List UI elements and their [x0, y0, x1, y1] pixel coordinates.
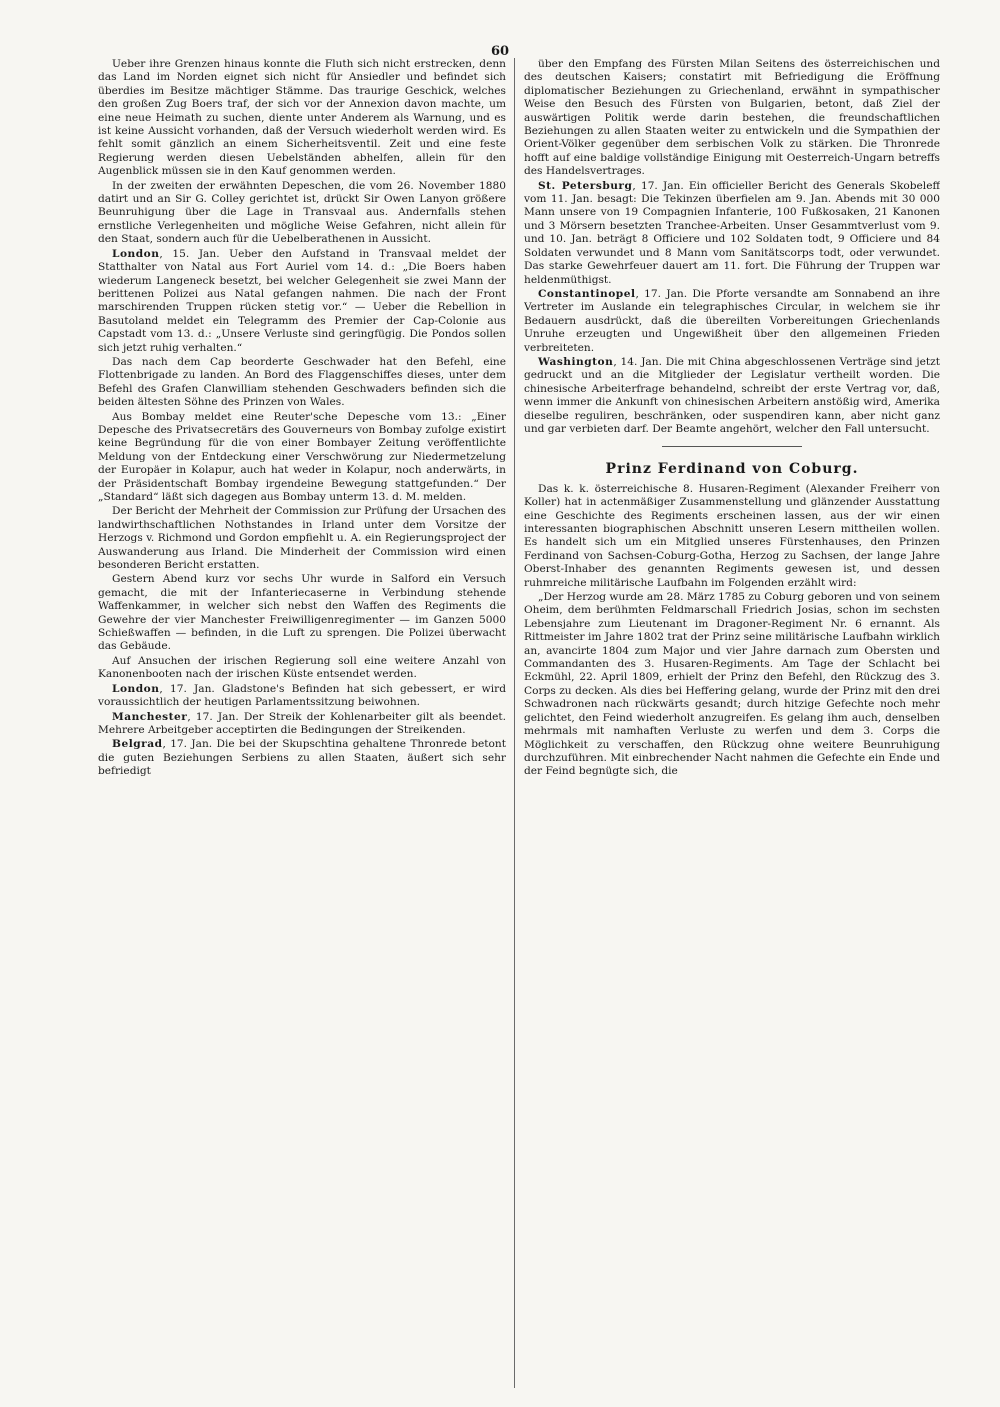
article-dateline: Constantinopel: [538, 287, 636, 300]
article-dateline: London: [112, 247, 160, 260]
section-body: [524, 483, 940, 779]
article-text: Gestern Abend kurz vor sechs Uhr wurde in Salford ein Versuch gemacht, die mit der Infanteriecaserne in Verbindung stehende Waffenkammer, in welcher sich nebst den Waffen des Regiments die Gewehre der vier Manchester Freiwilligenregimenter — im Ganzen 5000 Schießwaffen — befinden, in die Luft zu sprengen. Die Polizei überwacht das Gebäude.: [98, 573, 506, 653]
section-paragraph: „Der Herzog wurde am 28. März 1785 zu Coburg geboren und von seinem Oheim, dem berühmten Feldmarschall Friedrich Josias, schon im sechsten Lebensjahre zum Lieutenant im Dragoner-Regiment Nr. 6 ernannt. Als Rittmeister im Jahre 1802 trat der Prinz seine militärische Laufbahn wirklich an, avancirte 1804 zum Major und vier Jahre darnach zum Obersten und Commandanten des 3. Husaren-Regiments. Am Tage der Schlacht bei Eckmühl, 22. April 1809, erhielt der Prinz den Befehl, den Rückzug des 3. Corps zu decken. Als dies bei Heffering gelang, wurde der Prinz mit den drei Schwadronen nach rückwärts gesandt; durch hitzige Gefechte noch mehr gelichtet, den Feind wiederholt anzugreifen. Es gelang ihm auch, denselben mehrmals mit namhaften Verluste zu werfen und dem 3. Corps die Möglichkeit zu verschaffen, den Rückzug ohne weitere Beunruhigung durchzuführen. Mit einbrechender Nacht nahmen die Gefechte ein Ende und der Feind begnügte sich, die: [524, 591, 940, 778]
article-paragraph: [98, 505, 506, 572]
section-paragraph: Das k. k. österreichische 8. Husaren-Regiment (Alexander Freiherr von Koller) hat in actenmäßiger Zusammenstellung und glänzender Ausstattung eine Geschichte des Regiments erscheinen lassen, aus der wir einen interessanten biographischen Abschnitt unseren Lesern mittheilen wollen. Es handelt sich um ein Mitglied unseres Fürstenhauses, den Prinzen Ferdinand von Sachsen-Coburg-Gotha, Herzog zu Sachsen, der lange Jahre Oberst-Inhaber des genannten Regiments gewesen ist, und dessen ruhmreiche militärische Laufbahn im Folgenden erzählt wird:: [524, 482, 940, 589]
article-dateline: St. Petersburg: [538, 179, 633, 192]
left-column: [98, 58, 506, 1388]
article-paragraph: [98, 683, 506, 710]
right-column-news: [524, 58, 940, 436]
article-text: , 17. Jan. Gladstone's Befinden hat sich gebessert, er wird voraussichtlich der heutigen Parlamentssitzung beiwohnen.: [98, 682, 506, 709]
article-paragraph: [98, 411, 506, 505]
article-text: über den Empfang des Fürsten Milan Seitens des österreichischen und des deutschen Kaisers; constatirt mit Befriedigung die Eröffnung diplomatischer Beziehungen zu Griechenland, erwähnt in sympathischer Weise den Besuch des Fürsten von Bulgarien, betont, daß Ziel der auswärtigen Politik werde darin bestehen, die freundschaftlichen Beziehungen zu allen Staaten weiter zu entwickeln und die Sympathien der Orient-Völker gegenüber dem serbischen Volk zu stärken. Die Thronrede hofft auf eine baldige vollständige Einigung mit Oesterreich-Ungarn betreffs des Handelsvertrages.: [524, 58, 940, 178]
article-paragraph: [98, 573, 506, 653]
right-column: [524, 58, 940, 1388]
article-dateline: Manchester: [112, 710, 188, 723]
article-text: Ueber ihre Grenzen hinaus konnte die Fluth sich nicht erstrecken, denn das Land im Norden eignet sich nicht für Ansiedler und befindet sich überdies im Besitze mächtiger Stämme. Das traurige Geschick, welches den großen Zug Boers traf, der sich vor der Annexion davon machte, um eine neue Heimath zu suchen, diente unter Anderem als Warnung, und es ist keine Aussicht vorhanden, daß der Versuch wiederholt werden wird. Es fehlt somit gänzlich an einem Sicherheitsventil. Zeit und eine feste Regierung werden diesen Uebelständen abhelfen, allein für den Augenblick müssen sie in den Kauf genommen werden.: [98, 58, 506, 178]
article-dateline: Belgrad: [112, 738, 163, 751]
article-text: Auf Ansuchen der irischen Regierung soll eine weitere Anzahl von Kanonenbooten nach der irischen Küste entsendet werden.: [98, 654, 506, 681]
article-text: , 17. Jan. Der Streik der Kohlenarbeiter gilt als beendet. Mehrere Arbeitgeber acceptirten die Bedingungen der Streikenden.: [98, 710, 506, 736]
article-dateline: Washington: [538, 355, 614, 368]
article-paragraph: [524, 288, 940, 355]
article-paragraph: [98, 58, 506, 179]
article-paragraph: [98, 248, 506, 355]
section-title: Prinz Ferdinand von Coburg.: [605, 461, 859, 478]
article-paragraph: [524, 356, 940, 436]
article-text: , 17. Jan. Ein officieller Bericht des Generals Skobeleff vom 11. Jan. besagt: Die Tekinzen überfielen am 9. Jan. Abends mit 30 000 Mann unsere von 19 Compagnien Infanterie, 100 Fußkosaken, 21 Kanonen und 3 Mörsern besetzten Tranchee-Arbeiten. Unser Gesammtverlust vom 9. und 10. Jan. beträgt 8 Officiere und 102 Soldaten todt, 9 Officiere und 84 Soldaten verwundet und 8 Mann vom Sanitätscorps todt, oder verwundet. Das starke Gewehrfeuer dauert am 11. fort. Die Führung der Truppen war heldenmüthigst.: [524, 179, 940, 286]
article-paragraph: [98, 655, 506, 682]
article-paragraph: [98, 180, 506, 247]
article-text: , 15. Jan. Ueber den Aufstand in Transvaal meldet der Statthalter von Natal aus Fort Auriel vom 14. d.: „Die Boers haben wiederum Langeneck besetzt, bei welcher Gelegenheit sie zwei Mann der berittenen Polizei aus Natal gefangen nahmen. Die nach der Front marschirenden Truppen rücken stetig vor.“ — Ueber die Rebellion in Basutoland meldet ein Telegramm des Premier der Cap-Colonie aus Capstadt vom 13. d.: „Unsere Verluste sind geringfügig. Die Pondos sollen sich jetzt ruhig verhalten.“: [98, 247, 506, 354]
article-text: In der zweiten der erwähnten Depeschen, die vom 26. November 1880 datirt und an Sir G. Colley gerichtet ist, drückt Sir Owen Lanyon größere Beunruhigung über die Lage in Transvaal aus. Andernfalls stehen ernstliche Verlegenheiten und mögliche Weise Gefahren, nicht allein für den Staat, sondern auch für die Uebelberathenen in Aussicht.: [98, 179, 506, 246]
article-text: , 17. Jan. Die bei der Skupschtina gehaltene Thronrede betont die guten Beziehungen Serbiens zu allen Staaten, äußert sich sehr befriedigt: [98, 738, 506, 778]
article-paragraph: [98, 711, 506, 738]
article-text: , 14. Jan. Die mit China abgeschlossenen Verträge sind jetzt gedruckt und an die Mitglieder der Legislatur vertheilt worden. Die chinesische Arbeiterfrage behandelnd, schreibt der erste Vertrag vor, daß, wenn immer die Ankunft von chinesischen Arbeitern anstößig wird, Amerika dieselbe reguliren, beschränken, oder suspendiren kann, aber nicht ganz und gar verbieten darf. Der Beamte angehört, welcher den Fall untersucht.: [524, 355, 940, 435]
article-text: Der Bericht der Mehrheit der Commission zur Prüfung der Ursachen des landwirthschaftlichen Nothstandes in Irland unter dem Vorsitze der Herzogs v. Richmond und Gordon empfiehlt u. A. ein Regierungsproject der Auswanderung aus Irland. Die Minderheit der Commission wird einen besonderen Bericht erstatten.: [98, 505, 506, 572]
page-number: 60: [490, 44, 510, 59]
article-text: Aus Bombay meldet eine Reuter'sche Depesche vom 13.: „Einer Depesche des Privatsecretärs des Gouverneurs von Bombay zufolge existirt keine Begründung für die von einer Bombayer Zeitung veröffentlichte Meldung von der Entdeckung einer Verschwörung zur Niedermetzelung der Europäer in Kolapur, auch hat weder in Kolapur, noch anderwärts, in der Präsidentschaft Bombay irgendeine Bewegung stattgefunden.“ Der „Standard“ läßt sich dagegen aus Bombay unterm 13. d. M. melden.: [98, 410, 506, 503]
article-text: , 17. Jan. Die Pforte versandte am Sonnabend an ihre Vertreter im Auslande ein telegraphisches Circular, in welchem sie ihr Bedauern ausdrückt, daß die übereilten Vorbereitungen Griechenlands Unruhe erzeugten und Ungewißheit über den allgemeinen Frieden verbreiteten.: [524, 287, 940, 354]
article-dateline: London: [112, 682, 160, 695]
article-paragraph: [98, 738, 506, 778]
section-divider: [662, 446, 802, 447]
article-paragraph: [98, 356, 506, 410]
article-paragraph: [524, 180, 940, 287]
article-text: Das nach dem Cap beorderte Geschwader hat den Befehl, eine Flottenbrigade zu landen. An Bord des Flaggenschiffes dieses, unter dem Befehl des Grafen Clanwilliam stehenden Geschwaders befinden sich die beiden ältesten Söhne des Prinzen von Wales.: [98, 355, 506, 409]
column-divider: [514, 58, 515, 1388]
article-paragraph: [524, 58, 940, 179]
